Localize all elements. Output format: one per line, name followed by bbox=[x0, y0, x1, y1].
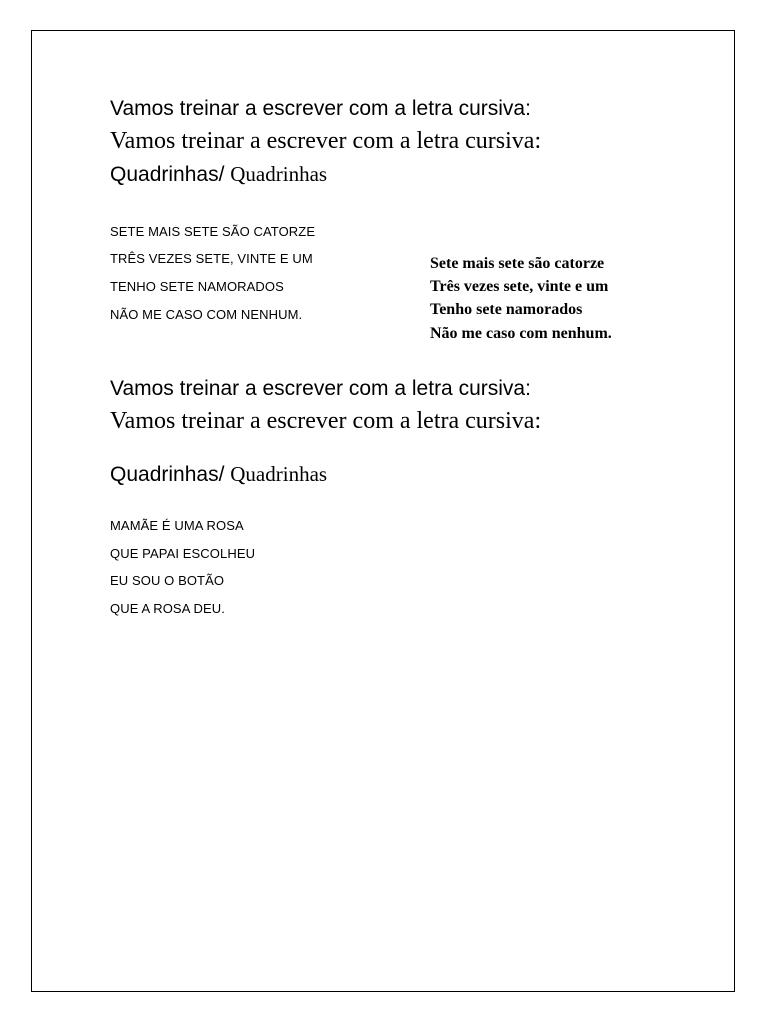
section1-subtitle-serif: Quadrinhas bbox=[230, 162, 328, 186]
section2-subtitle-serif: Quadrinhas bbox=[230, 462, 328, 486]
section2-heading-serif: Vamos treinar a escrever com a letra cursiva: bbox=[110, 408, 542, 434]
section1-cursive-line-2: Três vezes sete, vinte e um bbox=[430, 278, 609, 295]
section2-caps-line-1: MAMÃE É UMA ROSA bbox=[110, 518, 244, 533]
section1-heading-serif: Vamos treinar a escrever com a letra cursiva: bbox=[110, 128, 542, 154]
section2-caps-line-2: QUE PAPAI ESCOLHEU bbox=[110, 546, 256, 561]
section2-subtitle bbox=[110, 462, 327, 487]
section2-heading-print: Vamos treinar a escrever com a letra cursiva: bbox=[110, 377, 531, 400]
section1-cursive-line-3: Tenho sete namorados bbox=[430, 301, 583, 318]
section1-subtitle bbox=[110, 162, 327, 187]
document-page bbox=[31, 30, 735, 992]
section1-caps-line-3: TENHO SETE NAMORADOS bbox=[110, 279, 284, 294]
section1-heading-print: Vamos treinar a escrever com a letra cursiva: bbox=[110, 97, 531, 120]
section1-caps-line-2: TRÊS VEZES SETE, VINTE E UM bbox=[110, 251, 313, 266]
section1-caps-line-4: NÃO ME CASO COM NENHUM. bbox=[110, 307, 303, 322]
section1-cursive-line-4: Não me caso com nenhum. bbox=[430, 325, 612, 342]
section1-cursive-line-1: Sete mais sete são catorze bbox=[430, 255, 605, 272]
section2-subtitle-print: Quadrinhas/ bbox=[110, 463, 225, 486]
section2-caps-line-4: QUE A ROSA DEU. bbox=[110, 601, 225, 616]
section2-caps-line-3: EU SOU O BOTÃO bbox=[110, 573, 225, 588]
section1-subtitle-print: Quadrinhas/ bbox=[110, 163, 225, 186]
section1-caps-line-1: SETE MAIS SETE SÃO CATORZE bbox=[110, 224, 316, 239]
